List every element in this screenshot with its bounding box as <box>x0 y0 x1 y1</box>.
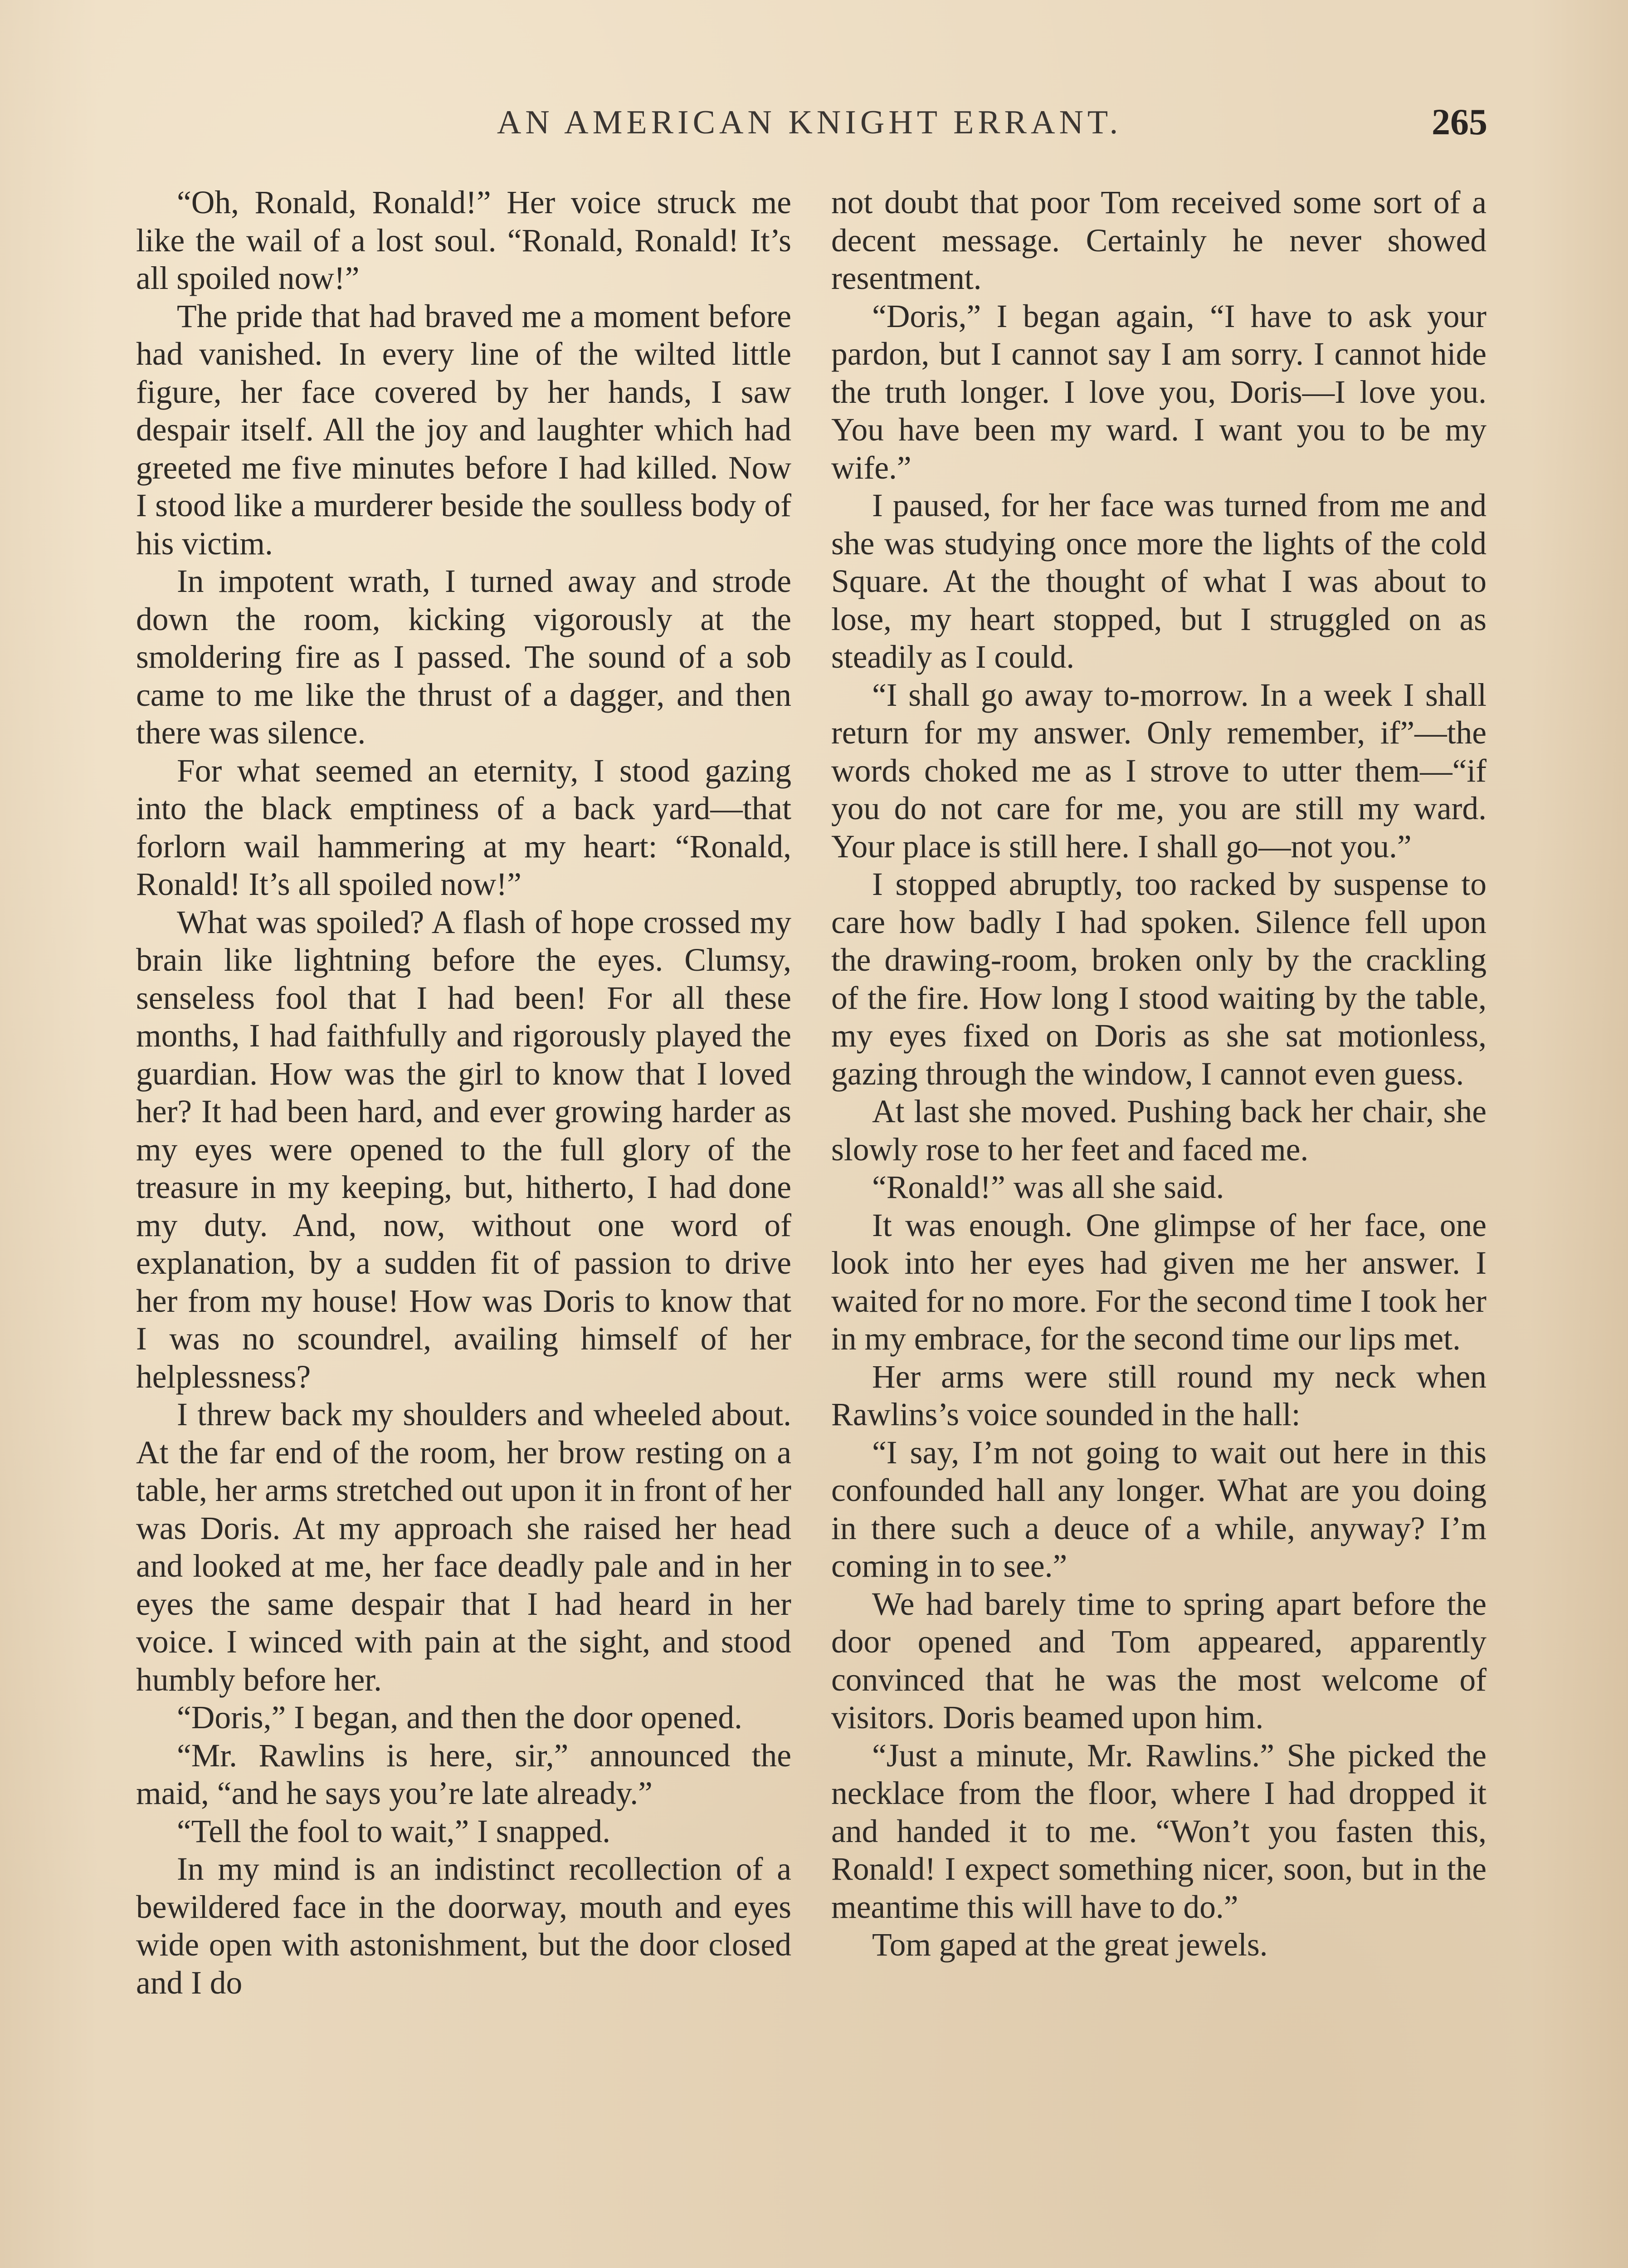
paragraph: What was spoiled? A flash of hope crossed my brain like lightning before the eyes. Clumsy, senseless fool that I had been! For all these months, I had faithfully and rigorously played the guardian. How was the girl to know that I loved her? It had been hard, and ever growing harder as my eyes were opened to the full glory of the treasure in my keeping, but, hitherto, I had done my duty. And, now, without one word of explanation, by a sudden fit of passion to drive her from my house! How was Doris to know that I was no scoundrel, availing himself of her helplessness? <box>136 904 791 1395</box>
paragraph: In impotent wrath, I turned away and strode down the room, kicking vigorously at the smoldering fire as I passed. The sound of a sob came to me like the thrust of a dagger, and then there was silence. <box>136 563 791 751</box>
paragraph: For what seemed an eternity, I stood gazing into the black emptiness of a back yard—that forlorn wail hammering at my heart: “Ronald, Ronald! It’s all spoiled now!” <box>136 753 791 902</box>
paragraph: “Mr. Rawlins is here, sir,” announced the maid, “and he says you’re late already.” <box>136 1737 791 1811</box>
paragraph: “Just a minute, Mr. Rawlins.” She picked the necklace from the floor, where I had dropped it and handed it to me. “Won’t you fasten this, Ronald! I expect something nicer, soon, but in the meantime this will have to do.” <box>831 1737 1487 1925</box>
paragraph: “I shall go away to-morrow. In a week I shall return for my answer. Only remember, if”—the words choked me as I strove to utter them—“if you do not care for me, you are still my ward. Your place is still here. I shall go—not you.” <box>831 677 1487 865</box>
paragraph: “Doris,” I began again, “I have to ask your pardon, but I cannot say I am sorry. I cannot hide the truth longer. I love you, Doris—I love you. You have been my ward. I want you to be my wife.” <box>831 298 1487 486</box>
running-title: AN AMERICAN KNIGHT ERRANT. <box>497 104 1122 141</box>
right-text-column <box>831 184 1487 1964</box>
paragraph: At last she moved. Pushing back her chair, she slowly rose to her feet and faced me. <box>831 1094 1487 1168</box>
paragraph: “I say, I’m not going to wait out here in this confounded hall any longer. What are you doing in there such a deuce of a while, anyway? I’m coming in to see.” <box>831 1434 1487 1584</box>
paragraph: I paused, for her face was turned from me and she was studying once more the lights of the cold Square. At the thought of what I was about to lose, my heart stopped, but I struggled on as steadily as I could. <box>831 488 1487 675</box>
paragraph: “Ronald!” was all she said. <box>872 1169 1224 1205</box>
paragraph: In my mind is an indistinct recollection of a bewildered face in the doorway, mouth and eyes wide open with astonishment, but the door closed and I do <box>136 1851 791 2001</box>
page-number: 265 <box>1432 101 1487 142</box>
left-text-column <box>136 184 791 2002</box>
paragraph: Tom gaped at the great jewels. <box>872 1927 1268 1963</box>
page-header <box>132 103 1487 153</box>
paragraph: “Doris,” I began, and then the door opened. <box>177 1700 742 1735</box>
paragraph: Her arms were still round my neck when Rawlins’s voice sounded in the hall: <box>831 1359 1487 1432</box>
paragraph: I threw back my shoulders and wheeled about. At the far end of the room, her brow resting on a table, her arms stretched out upon it in front of her was Doris. At my approach she raised her head and looked at me, her face deadly pale and in her eyes the same despair that I had heard in her voice. I winced with pain at the sight, and stood humbly before her. <box>136 1397 791 1698</box>
paragraph-continued: not doubt that poor Tom received some sort of a decent message. Certainly he never showed resentment. <box>831 185 1487 296</box>
paragraph: I stopped abruptly, too racked by suspense to care how badly I had spoken. Silence fell upon the drawing-room, broken only by the crackling of the fire. How long I stood waiting by the table, my eyes fixed on Doris as she sat motionless, gazing through the window, I cannot even guess. <box>831 866 1487 1092</box>
paragraph: We had barely time to spring apart before the door opened and Tom appeared, apparently convinced that he was the most welcome of visitors. Doris beamed upon him. <box>831 1586 1487 1735</box>
paragraph: The pride that had braved me a moment before had vanished. In every line of the wilted little figure, her face covered by her hands, I saw despair itself. All the joy and laughter which had greeted me five minutes before I had killed. Now I stood like a murderer beside the soulless body of his victim. <box>136 298 791 562</box>
paragraph: “Tell the fool to wait,” I snapped. <box>177 1813 610 1849</box>
paragraph: It was enough. One glimpse of her face, one look into her eyes had given me her answer. I waited for no more. For the second time I took her in my embrace, for the second time our lips met. <box>831 1207 1487 1357</box>
paragraph: “Oh, Ronald, Ronald!” Her voice struck me like the wail of a lost soul. “Ronald, Ronald! It’s all spoiled now!” <box>136 185 791 296</box>
